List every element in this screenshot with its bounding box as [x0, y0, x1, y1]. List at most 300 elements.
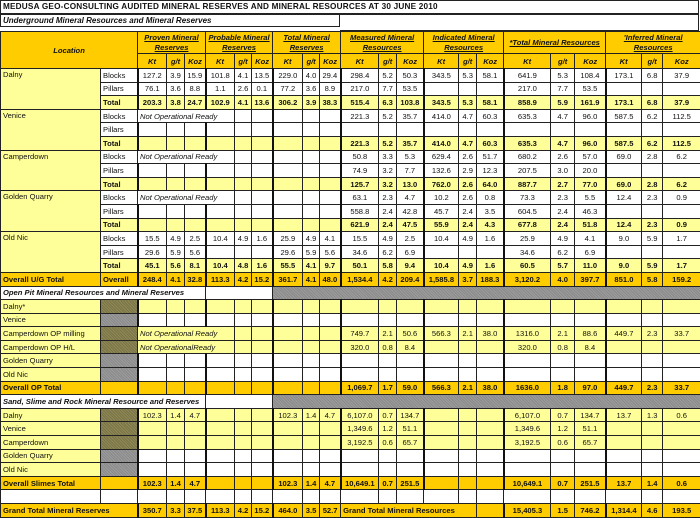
value-cell — [138, 164, 167, 178]
value-cell: 621.9 — [341, 218, 379, 232]
value-cell — [252, 300, 273, 314]
value-cell — [185, 381, 206, 395]
value-cell — [206, 463, 235, 477]
value-cell — [252, 368, 273, 382]
value-cell: 851.0 — [606, 272, 642, 286]
value-cell: 112.5 — [663, 109, 700, 123]
not-operational-note: Not Operational Ready — [138, 150, 235, 164]
fill-cell — [101, 408, 138, 422]
value-cell: 4.7 — [185, 408, 206, 422]
value-cell — [138, 204, 167, 218]
value-cell — [459, 449, 477, 463]
value-cell — [273, 436, 303, 450]
value-cell — [235, 300, 252, 314]
blank-cell — [206, 490, 235, 504]
value-cell — [303, 327, 320, 341]
value-cell: 1,349.6 — [341, 422, 379, 436]
value-cell — [504, 313, 551, 327]
value-cell: 1.4 — [303, 476, 320, 490]
value-cell: 2.4 — [379, 218, 397, 232]
fill-cell — [101, 436, 138, 450]
value-cell: 414.0 — [424, 109, 459, 123]
header-indicated: Indicated Mineral Resources — [424, 32, 504, 54]
value-cell — [252, 177, 273, 191]
value-cell: 13.5 — [252, 69, 273, 83]
value-cell — [138, 123, 167, 137]
blank-cell — [379, 490, 397, 504]
value-cell — [185, 136, 206, 150]
value-cell: 515.4 — [341, 96, 379, 110]
spacer-row — [1, 490, 700, 504]
value-cell: 50.6 — [397, 327, 424, 341]
row-type-label: Blocks — [101, 191, 138, 205]
value-cell — [206, 408, 235, 422]
value-cell — [341, 123, 379, 137]
value-cell: 33.7 — [663, 381, 700, 395]
value-cell: 6.2 — [379, 245, 397, 259]
value-cell — [642, 300, 663, 314]
value-cell — [235, 463, 252, 477]
value-cell: 13.7 — [606, 476, 642, 490]
value-cell: 4.9 — [551, 232, 575, 246]
value-cell — [397, 354, 424, 368]
value-cell: 10,649.1 — [341, 476, 379, 490]
fill-cell — [101, 463, 138, 477]
value-cell — [273, 136, 303, 150]
location-cell: Golden Quarry — [1, 191, 101, 232]
value-cell: 12.4 — [606, 218, 642, 232]
value-cell: 76.1 — [138, 82, 167, 96]
value-cell: 3.8 — [167, 96, 185, 110]
location-cell: Camperdown OP milling — [1, 327, 101, 341]
value-cell: 38.0 — [477, 381, 504, 395]
value-cell — [138, 177, 167, 191]
value-cell: 69.0 — [606, 177, 642, 191]
value-cell — [504, 123, 551, 137]
value-cell: 58.1 — [477, 69, 504, 83]
value-cell — [459, 123, 477, 137]
value-cell — [606, 340, 642, 354]
table-row — [1, 463, 700, 477]
value-cell: 108.4 — [575, 69, 606, 83]
blank-cell — [575, 490, 606, 504]
fill-cell — [101, 300, 138, 314]
value-cell: 4.0 — [551, 272, 575, 286]
value-cell: 173.1 — [606, 96, 642, 110]
row-type-label: Blocks — [101, 150, 138, 164]
value-cell: 1,349.6 — [504, 422, 551, 436]
value-cell — [642, 204, 663, 218]
value-cell — [273, 300, 303, 314]
value-cell — [477, 422, 504, 436]
value-cell — [252, 218, 273, 232]
table-row — [1, 164, 700, 178]
value-cell — [575, 354, 606, 368]
grand-total-row — [1, 504, 700, 518]
value-cell: 4.2 — [379, 272, 397, 286]
value-cell — [303, 150, 320, 164]
value-cell — [235, 408, 252, 422]
value-cell: 13.0 — [397, 177, 424, 191]
value-cell — [477, 476, 504, 490]
value-cell: 1.4 — [167, 408, 185, 422]
value-cell — [551, 463, 575, 477]
value-cell: 1.7 — [663, 232, 700, 246]
value-cell: 37.9 — [663, 69, 700, 83]
value-cell: 127.2 — [138, 69, 167, 83]
value-cell: 229.0 — [273, 69, 303, 83]
section-grey-fill — [273, 286, 700, 300]
value-cell: 57.0 — [575, 150, 606, 164]
value-cell — [397, 449, 424, 463]
value-cell — [167, 177, 185, 191]
value-cell: 38.0 — [477, 327, 504, 341]
value-cell: 221.3 — [341, 136, 379, 150]
value-cell — [477, 463, 504, 477]
value-cell — [235, 422, 252, 436]
row-type-label: Total — [101, 218, 138, 232]
value-cell — [663, 245, 700, 259]
value-cell — [206, 164, 235, 178]
value-cell: 2.3 — [642, 381, 663, 395]
value-cell — [252, 408, 273, 422]
table-row — [1, 354, 700, 368]
section-header-row — [1, 395, 700, 409]
value-cell — [185, 313, 206, 327]
value-cell: 587.5 — [606, 109, 642, 123]
table-row — [1, 123, 700, 137]
value-cell — [663, 368, 700, 382]
value-cell — [235, 436, 252, 450]
blank-cell — [138, 490, 167, 504]
location-cell: Overall OP Total — [1, 381, 101, 395]
value-cell: 10.2 — [424, 191, 459, 205]
table-row — [1, 340, 700, 354]
table-row — [1, 69, 700, 83]
value-cell — [642, 354, 663, 368]
value-cell — [504, 354, 551, 368]
value-cell — [397, 313, 424, 327]
value-cell — [252, 476, 273, 490]
value-cell: 1,534.4 — [341, 272, 379, 286]
value-cell — [663, 340, 700, 354]
value-cell: 193.5 — [663, 504, 700, 518]
value-cell: 0.1 — [252, 82, 273, 96]
value-cell — [167, 422, 185, 436]
value-cell — [341, 368, 379, 382]
value-cell: 5.2 — [379, 136, 397, 150]
unit-header-Koz: Koz — [477, 54, 504, 69]
value-cell — [303, 313, 320, 327]
section-title-underground: Underground Mineral Resources and Mineral Reserves — [0, 14, 340, 27]
value-cell — [459, 313, 477, 327]
value-cell — [273, 340, 303, 354]
value-cell — [341, 463, 379, 477]
value-cell: 4.7 — [459, 136, 477, 150]
value-cell: 343.5 — [424, 69, 459, 83]
unit-header-Koz: Koz — [663, 54, 700, 69]
value-cell — [185, 368, 206, 382]
value-cell: 65.7 — [575, 436, 606, 450]
value-cell: 5.9 — [167, 245, 185, 259]
value-cell: 6.9 — [397, 245, 424, 259]
table-row — [1, 245, 700, 259]
value-cell — [252, 204, 273, 218]
value-cell: 64.0 — [477, 177, 504, 191]
value-cell: 55.5 — [273, 259, 303, 273]
value-cell: 1.3 — [642, 408, 663, 422]
value-cell — [303, 449, 320, 463]
value-cell — [424, 408, 459, 422]
value-cell: 0.6 — [663, 476, 700, 490]
value-cell — [252, 422, 273, 436]
value-cell: 397.7 — [575, 272, 606, 286]
value-cell: 298.4 — [341, 69, 379, 83]
value-cell — [459, 368, 477, 382]
row-type-label: Blocks — [101, 109, 138, 123]
value-cell: 60.5 — [504, 259, 551, 273]
value-cell: 2.6 — [459, 191, 477, 205]
value-cell — [477, 449, 504, 463]
value-cell — [606, 245, 642, 259]
fill-cell — [101, 449, 138, 463]
blank-cell — [1, 490, 101, 504]
value-cell: 251.5 — [397, 476, 424, 490]
value-cell — [459, 340, 477, 354]
value-cell: 29.6 — [273, 245, 303, 259]
value-cell — [167, 449, 185, 463]
fill-cell — [101, 422, 138, 436]
value-cell: 69.0 — [606, 150, 642, 164]
value-cell: 9.7 — [320, 259, 341, 273]
value-cell: 4.9 — [459, 259, 477, 273]
value-cell: 3.3 — [379, 150, 397, 164]
value-cell — [167, 218, 185, 232]
value-cell: 5.9 — [642, 259, 663, 273]
value-cell — [303, 109, 320, 123]
value-cell — [303, 463, 320, 477]
value-cell: 50.1 — [341, 259, 379, 273]
blank-cell — [101, 490, 138, 504]
value-cell: 1.4 — [167, 476, 185, 490]
value-cell — [273, 150, 303, 164]
unit-header-gt: g/t — [235, 54, 252, 69]
blank-cell — [101, 476, 138, 490]
value-cell — [341, 354, 379, 368]
value-cell: 5.6 — [320, 245, 341, 259]
value-cell — [606, 422, 642, 436]
row-type-label: Total — [101, 96, 138, 110]
value-cell — [303, 381, 320, 395]
value-cell — [185, 204, 206, 218]
value-cell: 320.0 — [504, 340, 551, 354]
value-cell — [320, 354, 341, 368]
value-cell — [206, 245, 235, 259]
value-cell — [252, 109, 273, 123]
header-group-row — [1, 32, 700, 54]
value-cell: 3.7 — [459, 272, 477, 286]
value-cell: 60.3 — [477, 136, 504, 150]
value-cell — [424, 354, 459, 368]
value-cell — [167, 164, 185, 178]
location-cell: Camperdown — [1, 150, 101, 191]
value-cell — [606, 123, 642, 137]
value-cell — [642, 164, 663, 178]
value-cell: 15.2 — [252, 272, 273, 286]
location-cell: Dalny — [1, 408, 101, 422]
table-row — [1, 313, 700, 327]
mineral-reserves-table — [0, 31, 700, 518]
header-inferred: 'Inferred Mineral Resources — [606, 32, 700, 54]
value-cell: 3.5 — [303, 504, 320, 518]
value-cell — [167, 123, 185, 137]
unit-header-gt: g/t — [459, 54, 477, 69]
value-cell — [303, 354, 320, 368]
value-cell — [663, 436, 700, 450]
row-type-label: Pillars — [101, 82, 138, 96]
blank-cell — [551, 490, 575, 504]
overall-slimes-total-row — [1, 476, 700, 490]
table-row — [1, 232, 700, 246]
value-cell: 4.7 — [551, 136, 575, 150]
value-cell: 102.9 — [206, 96, 235, 110]
location-cell: Venice — [1, 422, 101, 436]
value-cell: 558.8 — [341, 204, 379, 218]
value-cell: 5.6 — [185, 245, 206, 259]
value-cell: 1.6 — [477, 259, 504, 273]
value-cell: 350.7 — [138, 504, 167, 518]
value-cell: 50.3 — [397, 69, 424, 83]
value-cell: 29.6 — [138, 245, 167, 259]
unit-header-Koz: Koz — [320, 54, 341, 69]
value-cell: 5.3 — [459, 69, 477, 83]
value-cell — [303, 164, 320, 178]
location-cell: Overall Slimes Total — [1, 476, 101, 490]
value-cell: 38.3 — [320, 96, 341, 110]
value-cell: 3,120.2 — [504, 272, 551, 286]
value-cell — [424, 368, 459, 382]
value-cell — [185, 164, 206, 178]
value-cell — [206, 313, 235, 327]
value-cell: 6.2 — [551, 245, 575, 259]
value-cell: 102.3 — [273, 476, 303, 490]
value-cell: 15.2 — [252, 504, 273, 518]
value-cell — [206, 354, 235, 368]
value-cell — [642, 449, 663, 463]
value-cell: 641.9 — [504, 69, 551, 83]
value-cell: 217.0 — [504, 82, 551, 96]
value-cell — [663, 354, 700, 368]
value-cell — [235, 245, 252, 259]
value-cell: 10.4 — [206, 232, 235, 246]
value-cell: 1.6 — [252, 232, 273, 246]
value-cell — [252, 463, 273, 477]
row-type-label: Total — [101, 259, 138, 273]
value-cell — [320, 340, 341, 354]
value-cell: 7.7 — [551, 82, 575, 96]
value-cell: 50.8 — [341, 150, 379, 164]
value-cell: 77.2 — [273, 82, 303, 96]
fill-cell — [101, 313, 138, 327]
value-cell — [303, 340, 320, 354]
value-cell — [167, 381, 185, 395]
value-cell — [606, 300, 642, 314]
value-cell: 0.7 — [551, 476, 575, 490]
value-cell — [273, 354, 303, 368]
row-type-label: Pillars — [101, 123, 138, 137]
table-body — [1, 32, 700, 518]
value-cell — [167, 354, 185, 368]
value-cell: 4.7 — [551, 109, 575, 123]
value-cell — [235, 164, 252, 178]
value-cell — [424, 340, 459, 354]
value-cell: 587.5 — [606, 136, 642, 150]
value-cell — [320, 463, 341, 477]
value-cell: 1.8 — [551, 381, 575, 395]
value-cell — [477, 340, 504, 354]
value-cell — [303, 191, 320, 205]
value-cell: 2.6 — [551, 150, 575, 164]
value-cell: 3.9 — [167, 69, 185, 83]
value-cell: 8.4 — [575, 340, 606, 354]
value-cell: 2.8 — [642, 177, 663, 191]
value-cell — [606, 313, 642, 327]
value-cell — [252, 381, 273, 395]
value-cell: 6.8 — [642, 69, 663, 83]
unit-header-Koz: Koz — [185, 54, 206, 69]
value-cell: 2.8 — [642, 150, 663, 164]
value-cell: 34.6 — [504, 245, 551, 259]
value-cell — [252, 245, 273, 259]
value-cell: 2.4 — [551, 204, 575, 218]
value-cell: 134.7 — [575, 408, 606, 422]
value-cell: 4.9 — [379, 232, 397, 246]
value-cell — [575, 463, 606, 477]
value-cell — [320, 449, 341, 463]
value-cell — [642, 436, 663, 450]
blank-cell — [235, 490, 252, 504]
location-cell: Camperdown — [1, 436, 101, 450]
value-cell: 3.9 — [303, 96, 320, 110]
value-cell: 749.7 — [341, 327, 379, 341]
section-grey-fill — [273, 395, 700, 409]
value-cell: 37.9 — [663, 96, 700, 110]
value-cell — [138, 354, 167, 368]
location-cell: Old Nic — [1, 232, 101, 273]
value-cell: 0.7 — [379, 408, 397, 422]
unit-header-gt: g/t — [642, 54, 663, 69]
fill-cell — [101, 368, 138, 382]
total-row — [1, 96, 700, 110]
value-cell: 3,192.5 — [504, 436, 551, 450]
value-cell — [551, 313, 575, 327]
value-cell: 15,405.3 — [504, 504, 551, 518]
location-cell: Golden Quarry — [1, 449, 101, 463]
value-cell — [477, 313, 504, 327]
value-cell: 8.4 — [397, 340, 424, 354]
value-cell: 53.5 — [575, 82, 606, 96]
blank-cell — [185, 490, 206, 504]
value-cell: 10.4 — [206, 259, 235, 273]
value-cell: 2.4 — [459, 218, 477, 232]
value-cell: 25.9 — [273, 232, 303, 246]
value-cell: 4.9 — [303, 232, 320, 246]
value-cell: 12.4 — [606, 191, 642, 205]
not-operational-note: Not OperationalReady — [138, 340, 235, 354]
value-cell — [504, 463, 551, 477]
value-cell: 3.5 — [477, 204, 504, 218]
value-cell — [477, 408, 504, 422]
